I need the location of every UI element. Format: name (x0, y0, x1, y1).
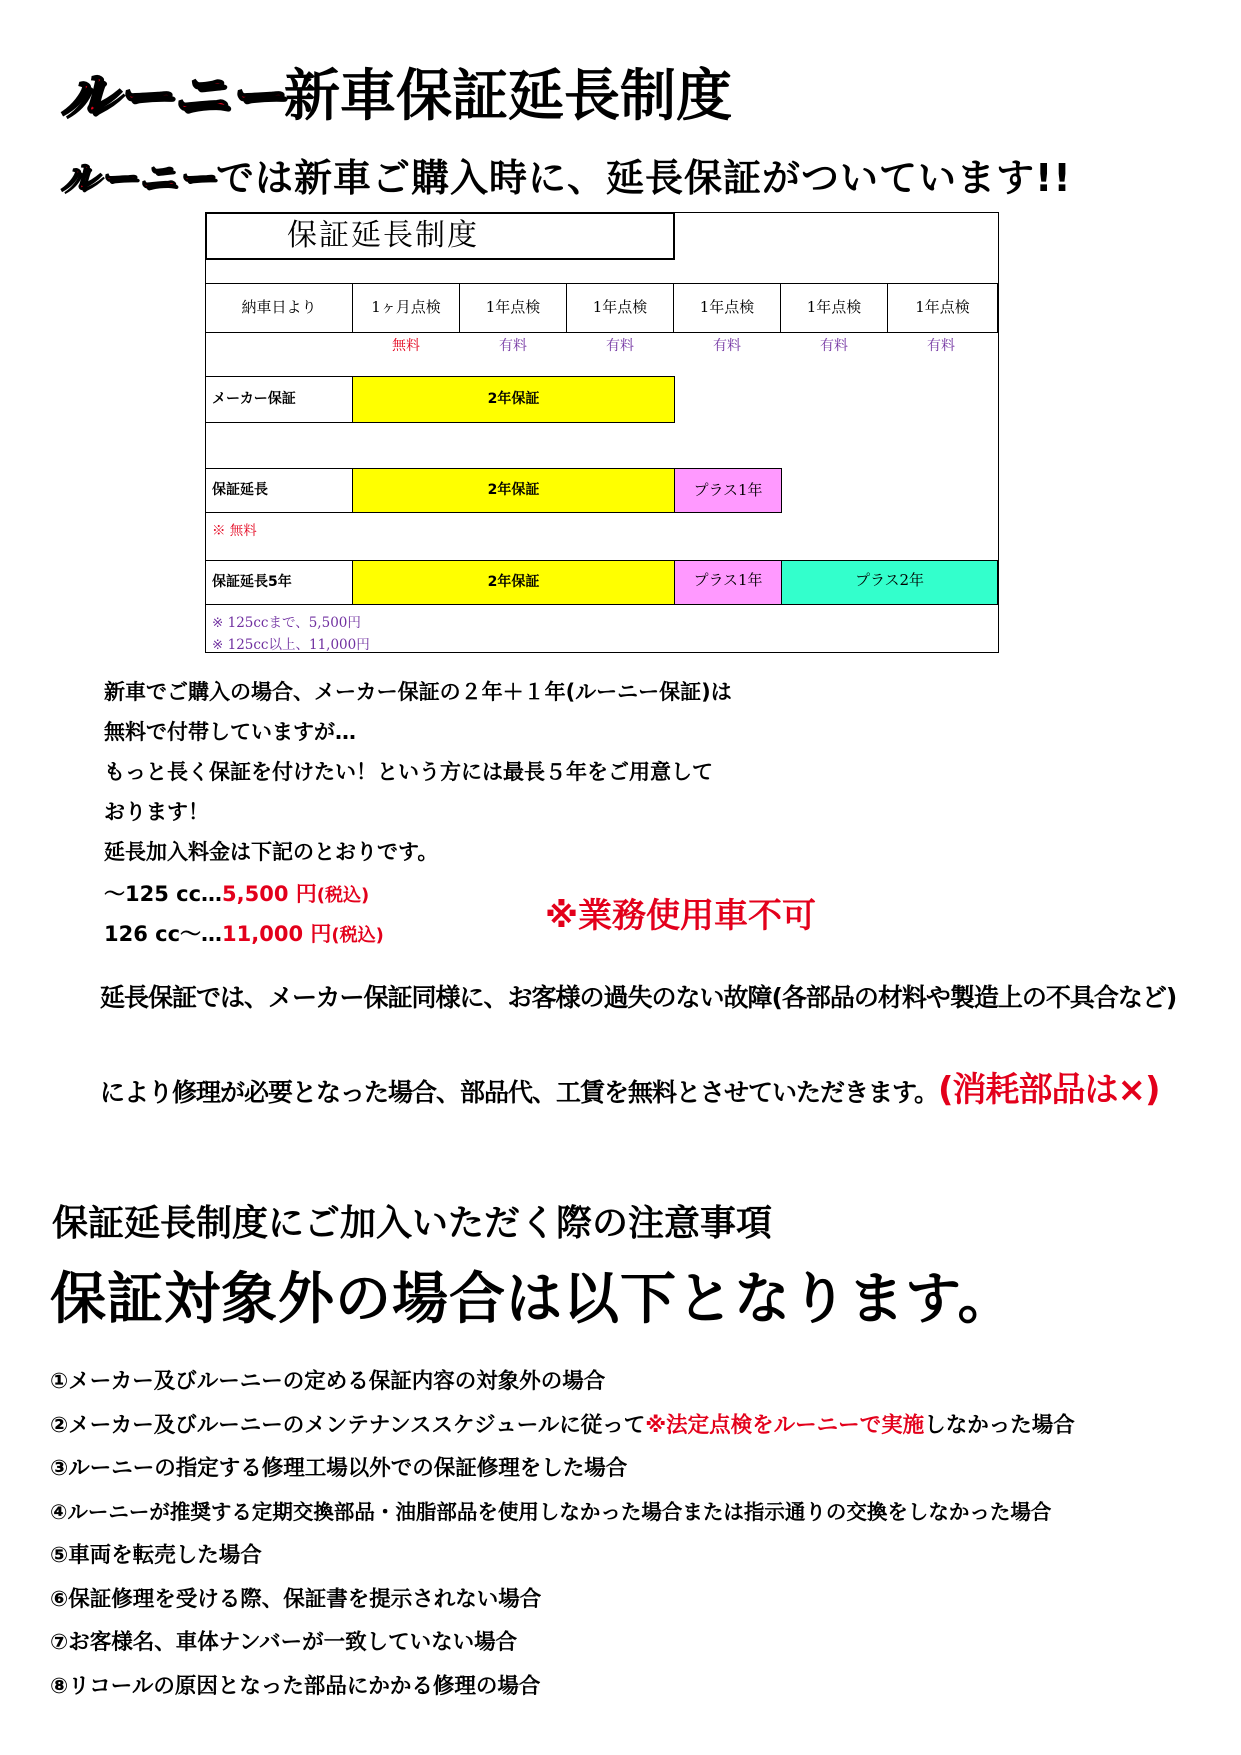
price-tax: (税込) (331, 925, 384, 946)
extension5-plus2-bar: プラス2年 (781, 560, 998, 605)
price-prefix: 126 cc～… (104, 922, 223, 946)
list-item: ④ルーニーが推奨する定期交換部品・油脂部品を使用しなかった場合または指示通りの交換をしなかった場合 (50, 1499, 1052, 1524)
header-cell-3: 1年点検 (566, 283, 674, 333)
title-text: 新車保証延長制度 (284, 64, 732, 129)
price-value: 5,500 円 (222, 882, 317, 906)
exclusion-heading: 保証対象外の場合は以下となります。 (50, 1267, 1015, 1332)
page-subtitle (60, 150, 1072, 206)
warranty-table (205, 212, 999, 653)
table-heading: 保証延長制度 (205, 212, 675, 260)
list-item: ③ルーニーの指定する修理工場以外での保証修理をした場合 (50, 1456, 628, 1481)
list-item-text: ②メーカー及びルーニーのメンテナンススケジュールに従って (50, 1412, 646, 1438)
price-tax: (税込) (316, 885, 370, 906)
fee-label: 有料 (820, 338, 848, 354)
body-line: 延長加入料金は下記のとおりです。 (104, 840, 439, 864)
subtitle-text: では新車ご購入時に、延長保証がついています!! (216, 156, 1072, 200)
exclusion-list (50, 1360, 1075, 1708)
business-use-warning: ※業務使用車不可 (545, 896, 817, 936)
list-item: ①メーカー及びルーニーの定める保証内容の対象外の場合 (50, 1369, 606, 1394)
list-item-highlight: ※法定点検をルーニーで実施 (645, 1412, 925, 1438)
fee-label: 有料 (606, 338, 634, 354)
coverage-line-b (100, 1062, 1160, 1111)
brand-logo-text: ルーニー (60, 64, 284, 129)
extension5-note: ※ 125ccまで、5,500円 (212, 615, 361, 631)
header-cell-6: 1年点検 (887, 283, 998, 333)
header-cell-4: 1年点検 (673, 283, 781, 333)
header-cell-5: 1年点検 (780, 283, 888, 333)
fee-label: 有料 (927, 338, 955, 354)
extension-plus1-bar: プラス1年 (674, 468, 782, 513)
body-line: おります！ (104, 800, 209, 824)
body-line: 無料で付帯していますが… (104, 720, 356, 744)
fee-label: 有料 (713, 338, 741, 354)
page-title (60, 62, 732, 132)
extension5-note: ※ 125cc以上、11,000円 (212, 637, 370, 653)
brand-logo-text-small: ルーニー (60, 156, 217, 200)
extension5-warranty-bar: 2年保証 (352, 560, 675, 605)
extension-note: ※ 無料 (212, 523, 257, 539)
price-prefix: ～125 cc… (104, 882, 223, 906)
fee-label: 有料 (499, 338, 527, 354)
row-label-extension: 保証延長 (205, 468, 353, 513)
list-item: ⑦お客様名、車体ナンバーが一致していない場合 (50, 1630, 518, 1655)
list-item: ⑥保証修理を受ける際、保証書を提示されない場合 (50, 1586, 542, 1612)
header-cell-1: 1ヶ月点検 (352, 283, 460, 333)
list-item: ⑤車両を転売した場合 (50, 1543, 262, 1568)
extension5-plus1-bar: プラス1年 (674, 560, 782, 605)
consumables-note: (消耗部品は×) (938, 1070, 1160, 1110)
row-label-maker: メーカー保証 (205, 376, 353, 423)
price-line-126 (104, 914, 384, 956)
coverage-text: により修理が必要となった場合、部品代、工賃を無料とさせていただきます。 (100, 1078, 939, 1107)
price-line-125 (104, 874, 369, 916)
fee-label: 無料 (392, 338, 420, 354)
extension-warranty-bar: 2年保証 (352, 468, 675, 513)
price-value: 11,000 円 (222, 922, 332, 946)
row-label-extension-5y: 保証延長5年 (205, 560, 353, 605)
header-cell-2: 1年点検 (459, 283, 567, 333)
coverage-line-a: 延長保証では、メーカー保証同様に、お客様の過失のない故障(各部品の材料や製造上の不具合など) (100, 983, 1177, 1012)
list-item-tail: しなかった場合 (924, 1412, 1075, 1438)
list-item: ⑧リコールの原因となった部品にかかる修理の場合 (50, 1673, 541, 1699)
list-item (50, 1404, 1075, 1448)
notice-heading: 保証延長制度にご加入いただく際の注意事項 (52, 1203, 773, 1244)
body-line: 新車でご購入の場合、メーカー保証の２年＋１年(ルーニー保証)は (104, 680, 732, 704)
body-line: もっと長く保証を付けたい！という方には最長５年をご用意して (104, 760, 713, 784)
header-cell-start: 納車日より (205, 283, 353, 333)
maker-warranty-bar: 2年保証 (352, 376, 675, 423)
